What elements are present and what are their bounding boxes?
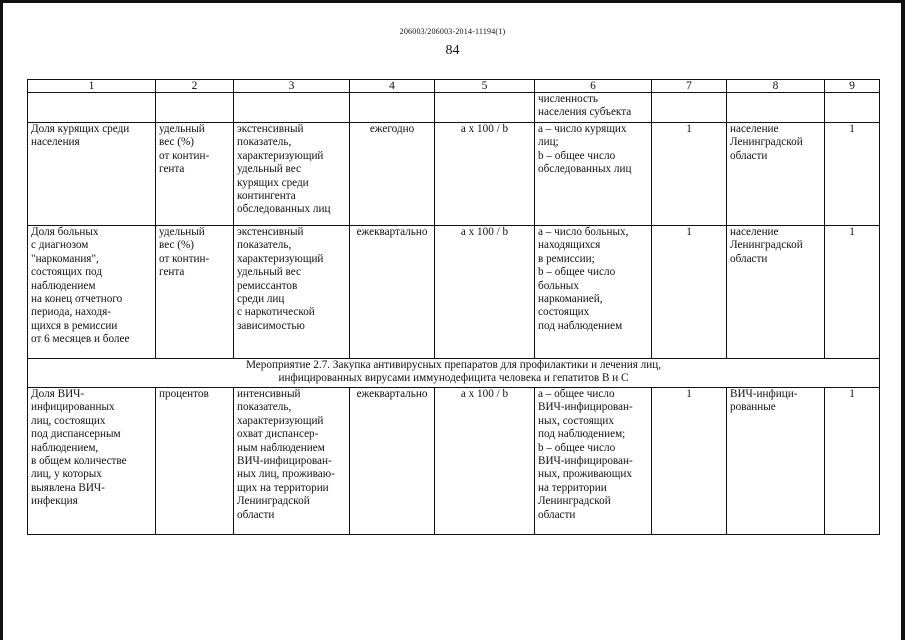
program-activity-heading: Мероприятие 2.7. Закупка антивирусных препаратов для профилактики и лечения лиц, инфицированных вирусами иммунодефицита человека и гепатитов В и С [28, 359, 880, 388]
table-row [28, 226, 880, 359]
table-row [28, 388, 880, 535]
table-row [28, 123, 880, 226]
population-cell: ВИЧ-инфици- рованные [727, 388, 825, 535]
table-row [28, 93, 880, 123]
indicator-name-cell [28, 93, 156, 123]
formula-cell: а х 100 / b [435, 388, 535, 535]
method-cell: 1 [652, 226, 727, 359]
definition-cell: интенсивный показатель, характеризующий охват диспансер- ным наблюдением ВИЧ-инфицирован- ных лиц, проживаю- щих на территории Ленинградской области [234, 388, 350, 535]
variables-cell: а – число курящих лиц; b – общее число обследованных лиц [535, 123, 652, 226]
definition-cell [234, 93, 350, 123]
method-cell: 1 [652, 388, 727, 535]
scan-border-left [0, 0, 3, 640]
column-header: 8 [727, 80, 825, 93]
variables-cell: а – общее число ВИЧ-инфицирован- ных, состоящих под наблюдением; b – общее число ВИЧ-инфицирован- ных, проживающих на территории Ленинградской области [535, 388, 652, 535]
population-cell: население Ленинградской области [727, 123, 825, 226]
table-header-row [28, 80, 880, 93]
variables-cell: а – число больных, находящихся в ремиссии; b – общее число больных наркоманией, состоящих под наблюдением [535, 226, 652, 359]
column-header: 9 [825, 80, 880, 93]
frequency-cell: ежеквартально [350, 388, 435, 535]
unit-cell: удельный вес (%) от контин- гента [156, 123, 234, 226]
column-header: 4 [350, 80, 435, 93]
scan-border-top [0, 0, 905, 3]
document-id: 206003/206003-2014-11194(1) [399, 27, 506, 36]
indicator-name-cell: Доля курящих среди населения [28, 123, 156, 226]
method-cell: 1 [652, 123, 727, 226]
population-cell [727, 93, 825, 123]
unit-cell: процентов [156, 388, 234, 535]
source-cell: 1 [825, 388, 880, 535]
definition-cell: экстенсивный показатель, характеризующий удельный вес курящих среди контингента обследованных лиц [234, 123, 350, 226]
source-cell: 1 [825, 123, 880, 226]
indicator-table [27, 79, 880, 535]
frequency-cell: ежеквартально [350, 226, 435, 359]
page-number: 84 [445, 43, 460, 58]
column-header: 6 [535, 80, 652, 93]
scan-border-right [901, 0, 905, 640]
column-header: 7 [652, 80, 727, 93]
formula-cell: а х 100 / b [435, 123, 535, 226]
method-cell [652, 93, 727, 123]
column-header: 5 [435, 80, 535, 93]
column-header: 3 [234, 80, 350, 93]
indicator-name-cell: Доля больных с диагнозом "наркомания", состоящих под наблюдением на конец отчетного периода, находя- щихся в ремиссии от 6 месяцев и более [28, 226, 156, 359]
population-cell: население Ленинградской области [727, 226, 825, 359]
column-header: 2 [156, 80, 234, 93]
formula-cell [435, 93, 535, 123]
source-cell: 1 [825, 226, 880, 359]
column-header: 1 [28, 80, 156, 93]
formula-cell: а х 100 / b [435, 226, 535, 359]
table-row [28, 359, 880, 388]
frequency-cell [350, 93, 435, 123]
source-cell [825, 93, 880, 123]
variables-cell: численность населения субъекта [535, 93, 652, 123]
indicator-name-cell: Доля ВИЧ- инфицированных лиц, состоящих под диспансерным наблюдением, в общем количестве лиц, у которых выявлена ВИЧ- инфекция [28, 388, 156, 535]
unit-cell [156, 93, 234, 123]
frequency-cell: ежегодно [350, 123, 435, 226]
unit-cell: удельный вес (%) от контин- гента [156, 226, 234, 359]
definition-cell: экстенсивный показатель, характеризующий удельный вес ремиссантов среди лиц с наркотической зависимостью [234, 226, 350, 359]
